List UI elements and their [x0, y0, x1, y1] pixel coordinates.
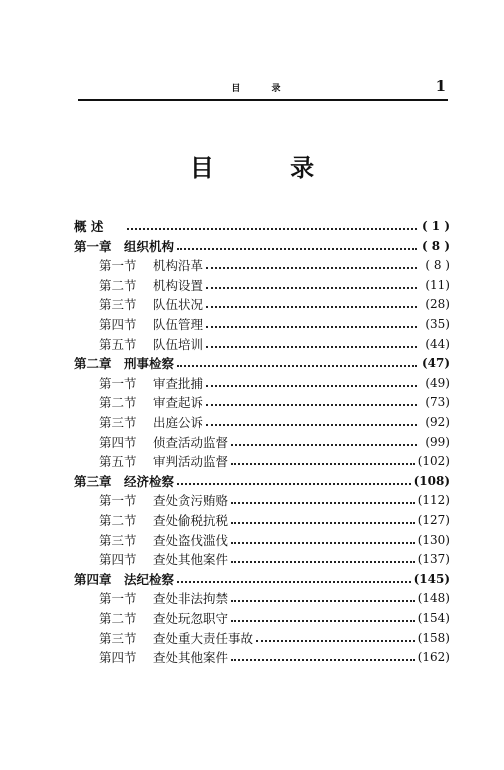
- toc-entry-title: 侦查活动监督: [153, 434, 229, 450]
- toc-entry-page: (28): [425, 297, 450, 312]
- dot-leader: [206, 306, 417, 308]
- toc-chapter-entry: [74, 216, 450, 236]
- toc-entry-number: 第二节: [99, 611, 137, 626]
- toc-entry-title: 查处重大责任事故: [153, 630, 254, 646]
- toc-section-entry: [99, 588, 450, 608]
- toc-section-entry: [99, 608, 450, 628]
- dot-leader: [206, 287, 417, 289]
- toc-section-entry: [99, 373, 450, 393]
- toc-entry-page: (127): [417, 513, 450, 527]
- toc-entry-page: (49): [425, 375, 450, 390]
- toc-entry-title: 刑事检察: [124, 356, 175, 372]
- toc-entry-title: 查处偷税抗税: [153, 513, 229, 528]
- toc-entry-number: 第三节: [99, 630, 137, 646]
- toc-entry-number: 概 述: [74, 219, 104, 234]
- dot-leader: [206, 424, 417, 426]
- page-title: 目 录: [189, 153, 349, 182]
- toc-entry-page: (145): [413, 571, 450, 586]
- toc-entry-page: (148): [417, 591, 450, 606]
- toc-chapter-entry: [74, 236, 450, 256]
- toc-entry-number: 第四节: [99, 434, 137, 450]
- dot-leader: [177, 248, 417, 250]
- toc-entry-number: 第一节: [99, 375, 137, 391]
- toc-section-entry: [99, 530, 450, 550]
- toc-entry-number: 第二章: [74, 356, 112, 372]
- toc-section-entry: [99, 412, 450, 432]
- toc-entry-title: 查处其他案件: [153, 552, 229, 568]
- toc-entry-page: (162): [417, 650, 450, 665]
- dot-leader: [206, 326, 417, 328]
- dot-leader: [231, 444, 417, 446]
- toc-section-entry: [99, 334, 450, 354]
- toc-section-entry: [99, 255, 450, 275]
- running-header: [78, 77, 448, 101]
- toc-entry-title: 队伍培训: [153, 336, 204, 352]
- dot-leader: [231, 502, 415, 504]
- toc-entry-number: 第二节: [99, 513, 137, 528]
- toc-entry-title: 审查起诉: [153, 395, 204, 411]
- toc-entry-title: 查处贪污贿赂: [153, 493, 229, 509]
- toc-entry-title: 审判活动监督: [153, 454, 229, 470]
- toc-entry-page: (112): [417, 493, 450, 508]
- toc-section-entry: [99, 294, 450, 314]
- toc-entry-number: 第二节: [99, 277, 137, 293]
- dot-leader: [177, 581, 411, 583]
- toc-entry-title: 法纪检察: [124, 571, 175, 587]
- toc-entry-number: 第五节: [99, 336, 137, 352]
- toc-entry-page: (92): [425, 415, 450, 429]
- toc-entry-number: 第三节: [99, 532, 137, 548]
- dot-leader: [256, 640, 415, 642]
- toc-entry-number: 第三章: [74, 473, 112, 489]
- toc-entry-page: (158): [417, 630, 450, 645]
- toc-section-entry: [99, 549, 450, 569]
- toc-entry-title: 经济检察: [124, 473, 175, 489]
- dot-leader: [231, 561, 415, 563]
- toc-entry-title: 队伍管理: [153, 317, 204, 332]
- dot-leader: [177, 365, 417, 367]
- toc-entry-page: ( 8 ): [421, 238, 450, 253]
- dot-leader: [206, 404, 417, 406]
- toc-chapter-entry: [74, 353, 450, 373]
- toc-entry-number: 第五节: [99, 454, 137, 470]
- toc-section-entry: [99, 490, 450, 510]
- toc-entry-page: (73): [425, 395, 450, 410]
- toc-entry-page: ( 1 ): [421, 219, 450, 233]
- toc-entry-number: 第一节: [99, 493, 137, 509]
- page-number: 1: [435, 77, 446, 95]
- toc-entry-page: (11): [425, 277, 450, 292]
- toc-entry-title: 审查批捕: [153, 375, 204, 391]
- toc-section-entry: [99, 432, 450, 452]
- toc-entry-page: (47): [421, 356, 450, 371]
- toc-chapter-entry: [74, 569, 450, 589]
- toc-entry-page: (102): [417, 454, 450, 469]
- toc-entry-title: 查处非法拘禁: [153, 591, 229, 607]
- toc-entry-number: 第三节: [99, 297, 137, 313]
- dot-leader: [231, 463, 415, 465]
- toc-entry-number: 第四节: [99, 552, 137, 568]
- toc-entry-number: 第一节: [99, 258, 137, 274]
- toc-entry-title: 查处盗伐滥伐: [153, 532, 229, 548]
- toc-entry-page: (35): [425, 317, 450, 331]
- dot-leader: [177, 483, 411, 485]
- toc-section-entry: [99, 314, 450, 334]
- toc-section-entry: [99, 628, 450, 648]
- toc-entry-title: 出庭公诉: [153, 415, 204, 430]
- toc-section-entry: [99, 451, 450, 471]
- toc-chapter-entry: [74, 471, 450, 491]
- toc-entry-title: 机构设置: [153, 277, 204, 293]
- toc-entry-title: 机构沿革: [153, 258, 204, 274]
- dot-leader: [231, 659, 415, 661]
- dot-leader: [231, 522, 415, 524]
- toc-entry-page: ( 8 ): [425, 258, 450, 273]
- dot-leader: [206, 267, 417, 269]
- toc-entry-title: 查处玩忽职守: [153, 611, 229, 626]
- toc-entry-number: 第一章: [74, 238, 112, 254]
- toc-section-entry: [99, 510, 450, 530]
- toc-entry-title: 组织机构: [124, 238, 175, 254]
- toc-entry-page: (154): [417, 611, 450, 625]
- toc-entry-number: 第一节: [99, 591, 137, 607]
- running-header-title: 目 录: [231, 84, 295, 94]
- toc-entry-number: 第四节: [99, 317, 137, 332]
- toc-entry-number: 第四章: [74, 571, 112, 587]
- dot-leader: [231, 542, 415, 544]
- toc-entry-title: 队伍状况: [153, 297, 204, 313]
- toc-section-entry: [99, 275, 450, 295]
- toc-section-entry: [99, 392, 450, 412]
- dot-leader: [127, 228, 417, 230]
- dot-leader: [206, 385, 417, 387]
- toc-entry-page: (108): [413, 473, 450, 488]
- toc-entry-page: (130): [417, 532, 450, 547]
- toc-entry-title: 查处其他案件: [153, 650, 229, 666]
- toc-entry-page: (99): [425, 434, 450, 449]
- toc-entry-page: (137): [417, 552, 450, 567]
- dot-leader: [206, 346, 417, 348]
- toc-entry-number: 第四节: [99, 650, 137, 666]
- toc-entry-number: 第二节: [99, 395, 137, 411]
- toc-section-entry: [99, 647, 450, 667]
- dot-leader: [231, 620, 415, 622]
- toc-entry-number: 第三节: [99, 415, 137, 430]
- toc-entry-page: (44): [425, 336, 450, 351]
- dot-leader: [231, 600, 415, 602]
